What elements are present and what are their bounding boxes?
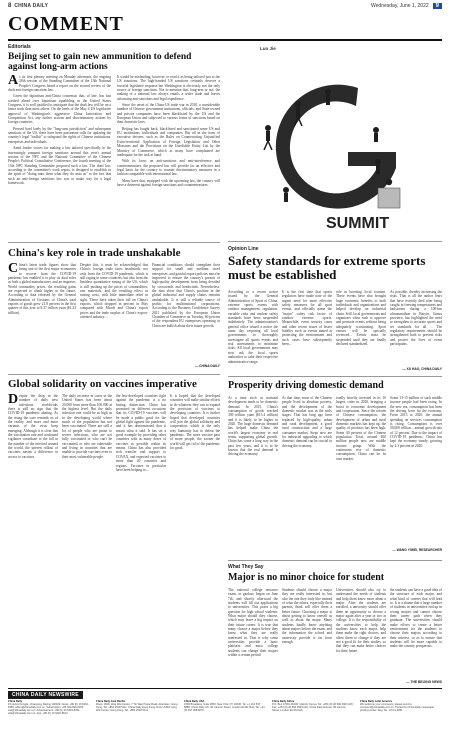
editorial-cartoon: [228, 70, 442, 238]
footer-column-head: China Daily Asia Pacific: [96, 700, 126, 703]
paragraph: Students should choose a major they are really interested in, but also the one they truly like instead of what the others, especially their parents, think will offer them a better future. Choosing a major is about getting to know oneself as well as about the major. Many students hardly knew anything about majors before the exam, and the information the school and university provide is far from enough.: [282, 588, 332, 645]
trade-top-rule: [8, 242, 220, 243]
issue-date: Wednesday, June 1, 2022: [371, 3, 429, 9]
paragraph: role in boosting local tourism. These events have also brought huge economic benefits to both individuals and organizations and helped develop an industrial chain. Still, local governments and organizers often rush to approve and promote events without being adequately scrutinizing. Sport venues will be specially reviewed... Events must be suspended until they are finally declared standardized.: [336, 290, 386, 347]
footer-column: [360, 700, 442, 715]
prosperity-column-2: [282, 396, 332, 558]
trade-headline: China's key role in trade unshakable: [8, 247, 181, 259]
paragraph: The daily increase in cases in the United States has been about 20,000 from more than 100,000 at the highest level. But the daily infection rate could be as high as in the developing world where much of the population has not been vaccinated. There are still a lot of people who are prone to severe infections, who are not fully vaccinated or who can't be vaccinated, or who are vulnerable and living in countries that are unable to provide vaccines even to their most vulnerable people.: [62, 394, 112, 459]
header-left: [0, 3, 48, 9]
footer-column-body: 1500 Broadway, Suite 2800, New York, NY 10036. Tel: +1 212 537 8888. China Daily UK: 90 Cannon Street, London EC4N 6HA. Tel: +44 (0) 207 398 8270: [184, 703, 265, 713]
paragraph: At a time such as national development tends to be domestic demand. In 2015, China's consumption of goods reached 300 trillion yuan ($15.4 trillion) and it is likely to be higher in 2020. The huge domestic demand has helped make China the world's largest economy in real terms, supporting global growth. China has come a long way in the past few years, and it is to be known that the real demand is driving the economy.: [228, 396, 278, 457]
safety-column-3: [336, 290, 386, 372]
prosperity-column-3: [336, 396, 386, 558]
footer-contacts: [8, 700, 442, 715]
podium-shape: [378, 188, 400, 208]
paragraph: Financial conditions should strengthen their support for small and medium sized enterprises, and gainful export policies must be improved to ensure the country's pursuit of high-quality development from being derailed by crosswinds and headwinds. Nevertheless, the data show that China's position in the global industrial and supply chains remains unshakable. It is still a reliable source of profits for multinational corporations. According to the Business Confidence Survey 2021 published by the European Union Chamber of Commerce on Tuesday, 60 percent of the respondent EU enterprises operating in China are bullish about their future growth.: [152, 263, 220, 328]
section-rule: [8, 39, 442, 41]
paragraph: At that time, most of the Chinese people lived in absolute poverty, and the development of the domestic market was in the early stages. That has long ago been replaced by high-quality urban and rural development, a good rural construction and a large consumer market. Steps now are for industrial upgrading to which domestic demand can be crucial in driving the economy.: [282, 396, 332, 448]
footer-column-head: China Daily: [8, 700, 23, 703]
editorial-1-column-1: [8, 75, 111, 237]
footer-column: [184, 700, 266, 715]
no-choice-column-2: [282, 588, 332, 684]
footer-column-head: China Daily Africa: [272, 700, 295, 703]
prosperity-byline: — WANG YIWEI, RESEARCHER: [392, 548, 442, 552]
paragraph: It is hoped that the developed countries will make similar efforts to do whatever they can to expand the provision of vaccines to developing countries. It is further hoped that developed countries will join the global solidarity and cooperation, which is the only way humanity has to defeat the pandemic. The more vaccine pass of more people, the sooner the world will get rid of the pandemic for good.: [170, 394, 220, 451]
safety-column-1: [228, 290, 278, 372]
opinion-line-label: Opinion Line: [228, 246, 259, 252]
trade-byline: — CHINA DAILY: [194, 364, 220, 368]
page-header-bar: [0, 0, 450, 12]
safety-column-4: [390, 290, 442, 366]
trade-column-1: [8, 263, 76, 369]
paragraph: It would be misleading, however, to read it as being tailored just to the US sanctions. The high-handed US sanctions certainly deserve a forceful legislated response but Washington is obviously not the only source of foreign sanctions. Not to mention that, long-arm or not, the making of a national law always entails a wider trade and leaves advancing anti-sanctions and legal expedience.: [117, 75, 220, 101]
paragraph: Many have that, equipped with the upcoming law, the country will have a deterrent against foreign sanctions and countermeasures.: [117, 178, 220, 187]
paragraph: The national college entrance exam, or gaokao, began on June 7th, and shortly afterward the students will fill out applications to universities. This poses a big question for high school students: What major should they choose, which may leave a big impact on their future career. It is true that many choose a major before they know what they are really interested in. That is why some universities provide a basic platform and most college students can change their majors within a certain period.: [228, 588, 278, 658]
footer-title: CHINA DAILY NEWSWIRE: [8, 691, 83, 699]
global-column-3: [116, 394, 166, 570]
editorial-1-headline: Beijing set to gain new ammunition to defend against long-arm actions: [8, 52, 192, 73]
brand-name: CHINA DAILY: [14, 3, 49, 9]
cartoon-illustration: [228, 70, 442, 238]
drop-cap: C: [8, 263, 19, 276]
drop-cap: D: [8, 394, 19, 407]
paragraph: Pressed hard lately by the "long-arm jurisdiction" and subsequent sanctions of the US, there have been passionate calls for updating the country's legal "toolkit" to safeguard the rights of Chinese institutions, enterprises and individuals.: [8, 126, 111, 144]
section-title: COMMENT: [8, 13, 124, 35]
no-choice-column-4: [390, 588, 442, 678]
drop-cap: A: [8, 75, 19, 88]
footer-column-body: 15 Huixin Dongjie, Chaoyang, Beijing 100029. News: +86 (0) 10 6491-8366; editor@chinadaily.com.cn. Subscription: +86 400-699-0203; sub@chinadaily.com.cn. Advertisement: +86 (0) 10 6491-8631; ads@chinadaily.com.cn. App: +86 (0) 10 6491-8614: [8, 703, 89, 716]
cartoon-divider: [228, 241, 442, 242]
summit-text: SUMMIT: [326, 215, 390, 232]
prosperity-headline: Prosperity driving domestic demand: [228, 380, 384, 391]
safety-byline: — XU HAO, CHINA DAILY: [402, 367, 442, 371]
what-they-say-label: What They Say: [228, 564, 264, 570]
footer-column-body: Room 1818, Hing Wai Centre, 7 Tin Wan Praya Road, Aberdeen, Hong Kong. Tel: +852 2518 5111. China Daily Hong Kong: Room 1818, Hing Wai Centre, Hong Kong. Tel: +852 2518 5111: [96, 703, 178, 713]
prosperity-top-rule: [228, 376, 442, 377]
global-top-rule: [8, 374, 220, 375]
footer-column: [8, 700, 90, 715]
footer-column-head: China Daily USA: [184, 700, 205, 703]
paragraph: Universities should also try to understand the needs of students and help them know more about a major. After the students are enrolled, a university should offer them an opportunity to choose a major again after a year or two at college. It is the responsibility of the universities to help the students know each major, help them make the right choices, and allow them to change if they are not a good fit for their studies, so that they can make better choices for their future.: [336, 588, 386, 653]
editorials-label: Editorials: [8, 44, 31, 50]
global-column-4: [170, 394, 220, 570]
footer-column-head: China Daily Latin America: [360, 700, 392, 703]
paragraph: As possible, thereby increasing the risks. That is all the author fears that have recently died after being caught in freezing temperatures and hailstorms during a 100-km ultramarathon in Baiyin, Gansu province, has highlighted the need to strengthen to accurate sports and set standards for all ... The regulatory requirements should be strengthened both to prevent risks and protect the lives of event participants.: [390, 290, 442, 347]
paragraph: Given the bipartisan anti-China consensus that, of late, has fast washed ahead over bipartisan squabbling in the United States Congress, it is well justified to anticipate that the draft law will be on a faster track than most others. On the heels of the May 4 US legislative approval of Washington's aggressive China Innovation and Competition Act, any further actions and discriminatory actions by foreign countries.: [8, 94, 111, 125]
no-choice-column-3: [336, 588, 386, 684]
trade-column-3: [152, 263, 220, 363]
what-they-say-rule: [228, 560, 442, 561]
paragraph: the students can have a good idea of the structure of each major, and what kind of careers that will lead to. It is a shame that a large number of students in universities end up in wrong majors and cannot choose their career path when they graduate. The universities should make efforts to create a better environment for the students to choose their majors according to their interest, so as to ensure that students will be more capable to make the country prosperous.: [390, 588, 442, 649]
global-column-2: [62, 394, 112, 570]
footer-column: [96, 700, 178, 715]
trade-column-2: [80, 263, 148, 369]
prosperity-column-1: [228, 396, 278, 558]
no-choice-headline: Major is no minor choice for student: [228, 572, 385, 583]
paragraph: According to a recent notice issued by the General Administration of Sport of China, extreme sports events with outdoor management, regulation, variable risks and unclear safety standards have been suspended indefinitely. The administration's general office issued a notice the same day requiring all local governments to thoroughly investigate all sports events and risk assessments to minimize risks. All local governments may now ask the local sports authorities to take their respective administrative range.: [228, 290, 278, 364]
paragraph: s its first plenary meeting on Monday afternoon, the ongoing 28th session of the Standing Committee of the 13th National People's Congress heard a report on the second review of the draft anti-foreign sanctions law.: [8, 75, 111, 93]
no-choice-column-1: [228, 588, 278, 684]
paragraph: Since the onset of the China-US trade war in 2018, a considerable number of Chinese government institutions, officials, and State-owned and private companies have been blacklisted by the US and the European Union and subjected to various forms of sanctions based on their domestic laws.: [117, 103, 220, 125]
paragraph: Amid louder voices for making a law tailored specifically to the increasingly rampant foreign sanctions around this year's annual session of the NPC and the National Committee of the Chinese People's Political Consultative Conference, the fourth meeting of the 13th NPC Standing Committee proposed such a law. The draft law, according to the committee's work report, is designed to establish in the spirit of "doing unto them what they do unto us" to the fact that such an anti-foreign sanctions law was to make way for a legal framework.: [8, 146, 111, 185]
paragraph: Some 13-15 million of such middle income people had been rising. In the new era, consumption has been the driving force for the economy. From 2013 to 2020, the annual spending on services consumption is rising. Consumption is over 50,000 trillion... annual growth rate of 12 percent. Due to the impact of COVID-19 pandemic, China has kept the economy steady, growing by 2.3 percent in 2020.: [390, 396, 442, 448]
speaker-head: [386, 179, 392, 185]
page-number-left: 8: [8, 3, 12, 9]
safety-column-2: [282, 290, 332, 372]
global-column-1: [8, 394, 58, 570]
page-number-right: 9: [433, 3, 442, 9]
footer-column-body: We welcome your comments, please send to: comment@chinadaily.com.cn. Printed by China Daily newspaper printing center. Reg. No. CN 11-0091: [360, 703, 435, 713]
paragraph: Despite this, it must be acknowledged that China's foreign trade faces headwinds, not only from the COVID-19 pandemic, which is still raging in some countries, but also from the limitless quantitative easing of the US, which is still pushing up the prices of commodities, raw materials, and the resulting effect in raising costs, with little immediate relief in sight. These have taken their toll on China's exports, which dropped in percent in May compared with March and China's export prices and the trade surplus of China's export-oriented industry...: [80, 263, 148, 320]
footer-rule: [8, 688, 442, 689]
prosperity-column-4: [390, 396, 442, 546]
footer-column: [272, 700, 354, 715]
header-right: [371, 3, 450, 9]
editorial-1-column-2: [117, 75, 220, 237]
no-choice-byline: — THE BEIJING NEWS: [406, 680, 442, 684]
paragraph: With its focus on anti-sanctions and anti-interference and countermeasures, the proposed law will provide for an effective and legal basis for the country to counter discriminatory measures in a fashion compatible with international law.: [117, 159, 220, 177]
safety-headline: Safety standards for extreme sports must be established: [228, 253, 426, 283]
cartoon-credit: Luo Jie: [260, 46, 276, 51]
paragraph: hina's latest trade figures show that being one of the first major economies to recover from the COVID-19 pandemic has enabled it to play its dual roles as both a global manufacturer, and an importer. World commodity prices, the resulting gains are expected to climb higher in the future. According to data released by the General Administration of Customs of China's total exports of goods grew 21.8 percent in the first quarter of this year to 8.37 trillion yuan ($1.23 trillion).: [8, 263, 76, 315]
footer-column-body: P.O. Box 27281-00100, Nairobi, Kenya. Tel: +254 (0) 20 692 0900 (20); Fax: +254 (0) 20 692 0900 (20). China Daily Europe: 90 Cannon Street, London EC4N 6HA: [272, 703, 354, 713]
paragraph: the less-developed countries fight against the pandemic is a no lasting distinction. China has promised on different occasions that its COVID-19 vaccines will be made a public good for the global fight against the pandemic, and it has demonstrated that it meant what it said. It has set a good example by providing other countries with as many doses of vaccines as possible within its means. China has also provided tech transfer and support to COVAX, and expected vaccines to more than 40 countries and regions. Vaccines in particular have been helping to...: [116, 394, 166, 472]
global-headline: Global solidarity on vaccines imperative: [8, 378, 197, 390]
paragraph: totally heavily invested in its 10 largest cities in 2020, bringing a boost to economic development and cooperation. Since the reform of Chinese consumption, the development of urban and rural domestic markets has kept up, the quality of products has been high. Some 40 percent of the Chinese population. Total, around 400 million people now are middle income group. With the continuous rise of domestic consumption, China can be its own market.: [336, 396, 386, 461]
paragraph: It is the first time that sports regulators have made note of the urgent need for more effective safety measures for all sport events, and officially name the "major" safety risk factor of outdoor extreme sports. Meanwhile, event security cases and other recent issues of lesser liability such as events aimed at protecting the environment and such cases have subsequently been...: [282, 290, 332, 347]
paragraph: Beijing has fought back, blacklisted and sanctioned some US and EU institutions, individuals and companies. But all in the form of executive decrees, such as the Rules on Counteracting Unjustified Extra-territorial Application of Foreign Legislation and Other Measures and the Provisions on the Unreliable Entity List by the Ministry of Commerce, which as many have complained are inadequate for the task at hand.: [117, 126, 220, 157]
paragraph: espite the drop in the number of daily new infections worldwide, there is still no sign that the COVID-19 pandemic abating. As the rising the case reminds us of the reality, and more and more variants of the virus keep emerging. Although it is clear that the vaccination rate and continued vigilance contribute to the fall in the number of the infected around the world, the uneven rollout of vaccines means a difference in access to vaccines.: [8, 394, 58, 459]
